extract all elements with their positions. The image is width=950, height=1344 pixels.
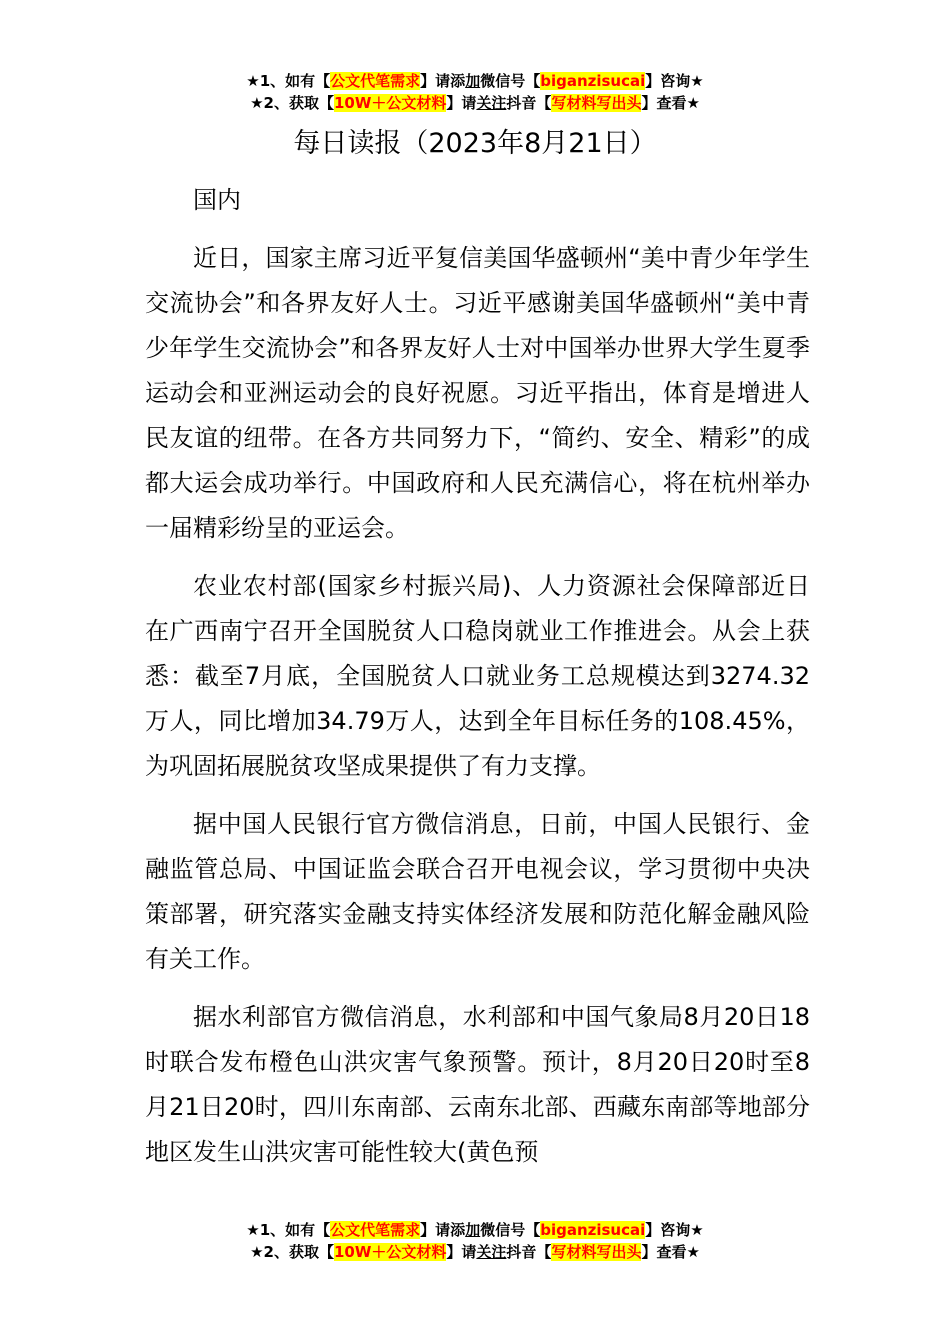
banner-highlight: 公文代笔需求: [330, 1221, 421, 1239]
banner-text: 】请添: [420, 1221, 466, 1239]
banner-highlight: 写材料写出头: [551, 94, 642, 112]
banner-underlined-text: 加: [465, 72, 481, 90]
banner-text: 微信号【: [480, 72, 541, 90]
banner-text: 】查看★: [641, 94, 700, 112]
paragraph: 农业农村部(国家乡村振兴局)、人力资源社会保障部近日在广西南宁召开全国脱贫人口稳岗就业工作推进会。从会上获悉：截至7月底，全国脱贫人口就业务工总规模达到3274.32万人，同比增加34.79万人，达到全年目标任务的108.45%，为巩固拓展脱贫攻坚成果提供了有力支撑。: [145, 572, 810, 780]
banner-highlight: 10W＋公文材料: [333, 1243, 447, 1261]
paragraph: 据水利部官方微信消息，水利部和中国气象局8月20日18时联合发布橙色山洪灾害气象预警。预计，8月20日20时至8月21日20时，四川东南部、云南东北部、西藏东南部等地部分地区发生山洪灾害可能性较大(黄色预: [145, 1003, 810, 1166]
banner-underlined-text: 关注: [476, 94, 507, 112]
banner-underlined-text: 加: [465, 1221, 481, 1239]
banner-highlight: 10W＋公文材料: [333, 94, 447, 112]
banner-text: ★2、获取【: [250, 94, 334, 112]
banner-underlined-text: 关注: [476, 1243, 507, 1261]
banner-highlight: 写材料写出头: [551, 1243, 642, 1261]
banner-line-1: [0, 70, 950, 92]
document-title: 每日读报（2023年8月21日）: [293, 128, 657, 159]
banner-text: ★2、获取【: [250, 1243, 334, 1261]
paragraph: 近日，国家主席习近平复信美国华盛顿州“美中青少年学生交流协会”和各界友好人士。习近平感谢美国华盛顿州“美中青少年学生交流协会”和各界友好人士对中国举办世界大学生夏季运动会和亚洲运动会的良好祝愿。习近平指出，体育是增进人民友谊的纽带。在各方共同努力下，“简约、安全、精彩”的成都大运会成功举行。中国政府和人民充满信心，将在杭州举办一届精彩纷呈的亚运会。: [145, 244, 810, 542]
banner-highlight: 公文代笔需求: [330, 72, 421, 90]
banner-text: 】请添: [420, 72, 466, 90]
banner-line-1: [0, 1219, 950, 1241]
banner-text: 抖音【: [506, 94, 552, 112]
banner-text: 】查看★: [641, 1243, 700, 1261]
banner-text: 】咨询★: [645, 1221, 704, 1239]
section-heading: 国内: [193, 186, 241, 214]
document-body: [145, 178, 810, 1188]
banner-text: 微信号【: [480, 1221, 541, 1239]
banner-highlight: biganzisucai: [540, 1221, 646, 1239]
header-banner: [0, 70, 950, 114]
banner-line-2: [0, 92, 950, 114]
paragraph: 据中国人民银行官方微信消息，日前，中国人民银行、金融监管总局、中国证监会联合召开电视会议，学习贯彻中央决策部署，研究落实金融支持实体经济发展和防范化解金融风险有关工作。: [145, 810, 810, 973]
banner-text: 】咨询★: [645, 72, 704, 90]
banner-line-2: [0, 1241, 950, 1263]
banner-highlight: biganzisucai: [540, 72, 646, 90]
banner-text: 】请: [446, 94, 477, 112]
banner-text: 抖音【: [506, 1243, 552, 1261]
footer-banner: [0, 1219, 950, 1263]
banner-text: ★1、如有【: [246, 72, 331, 90]
banner-text: 】请: [446, 1243, 477, 1261]
banner-text: ★1、如有【: [246, 1221, 331, 1239]
